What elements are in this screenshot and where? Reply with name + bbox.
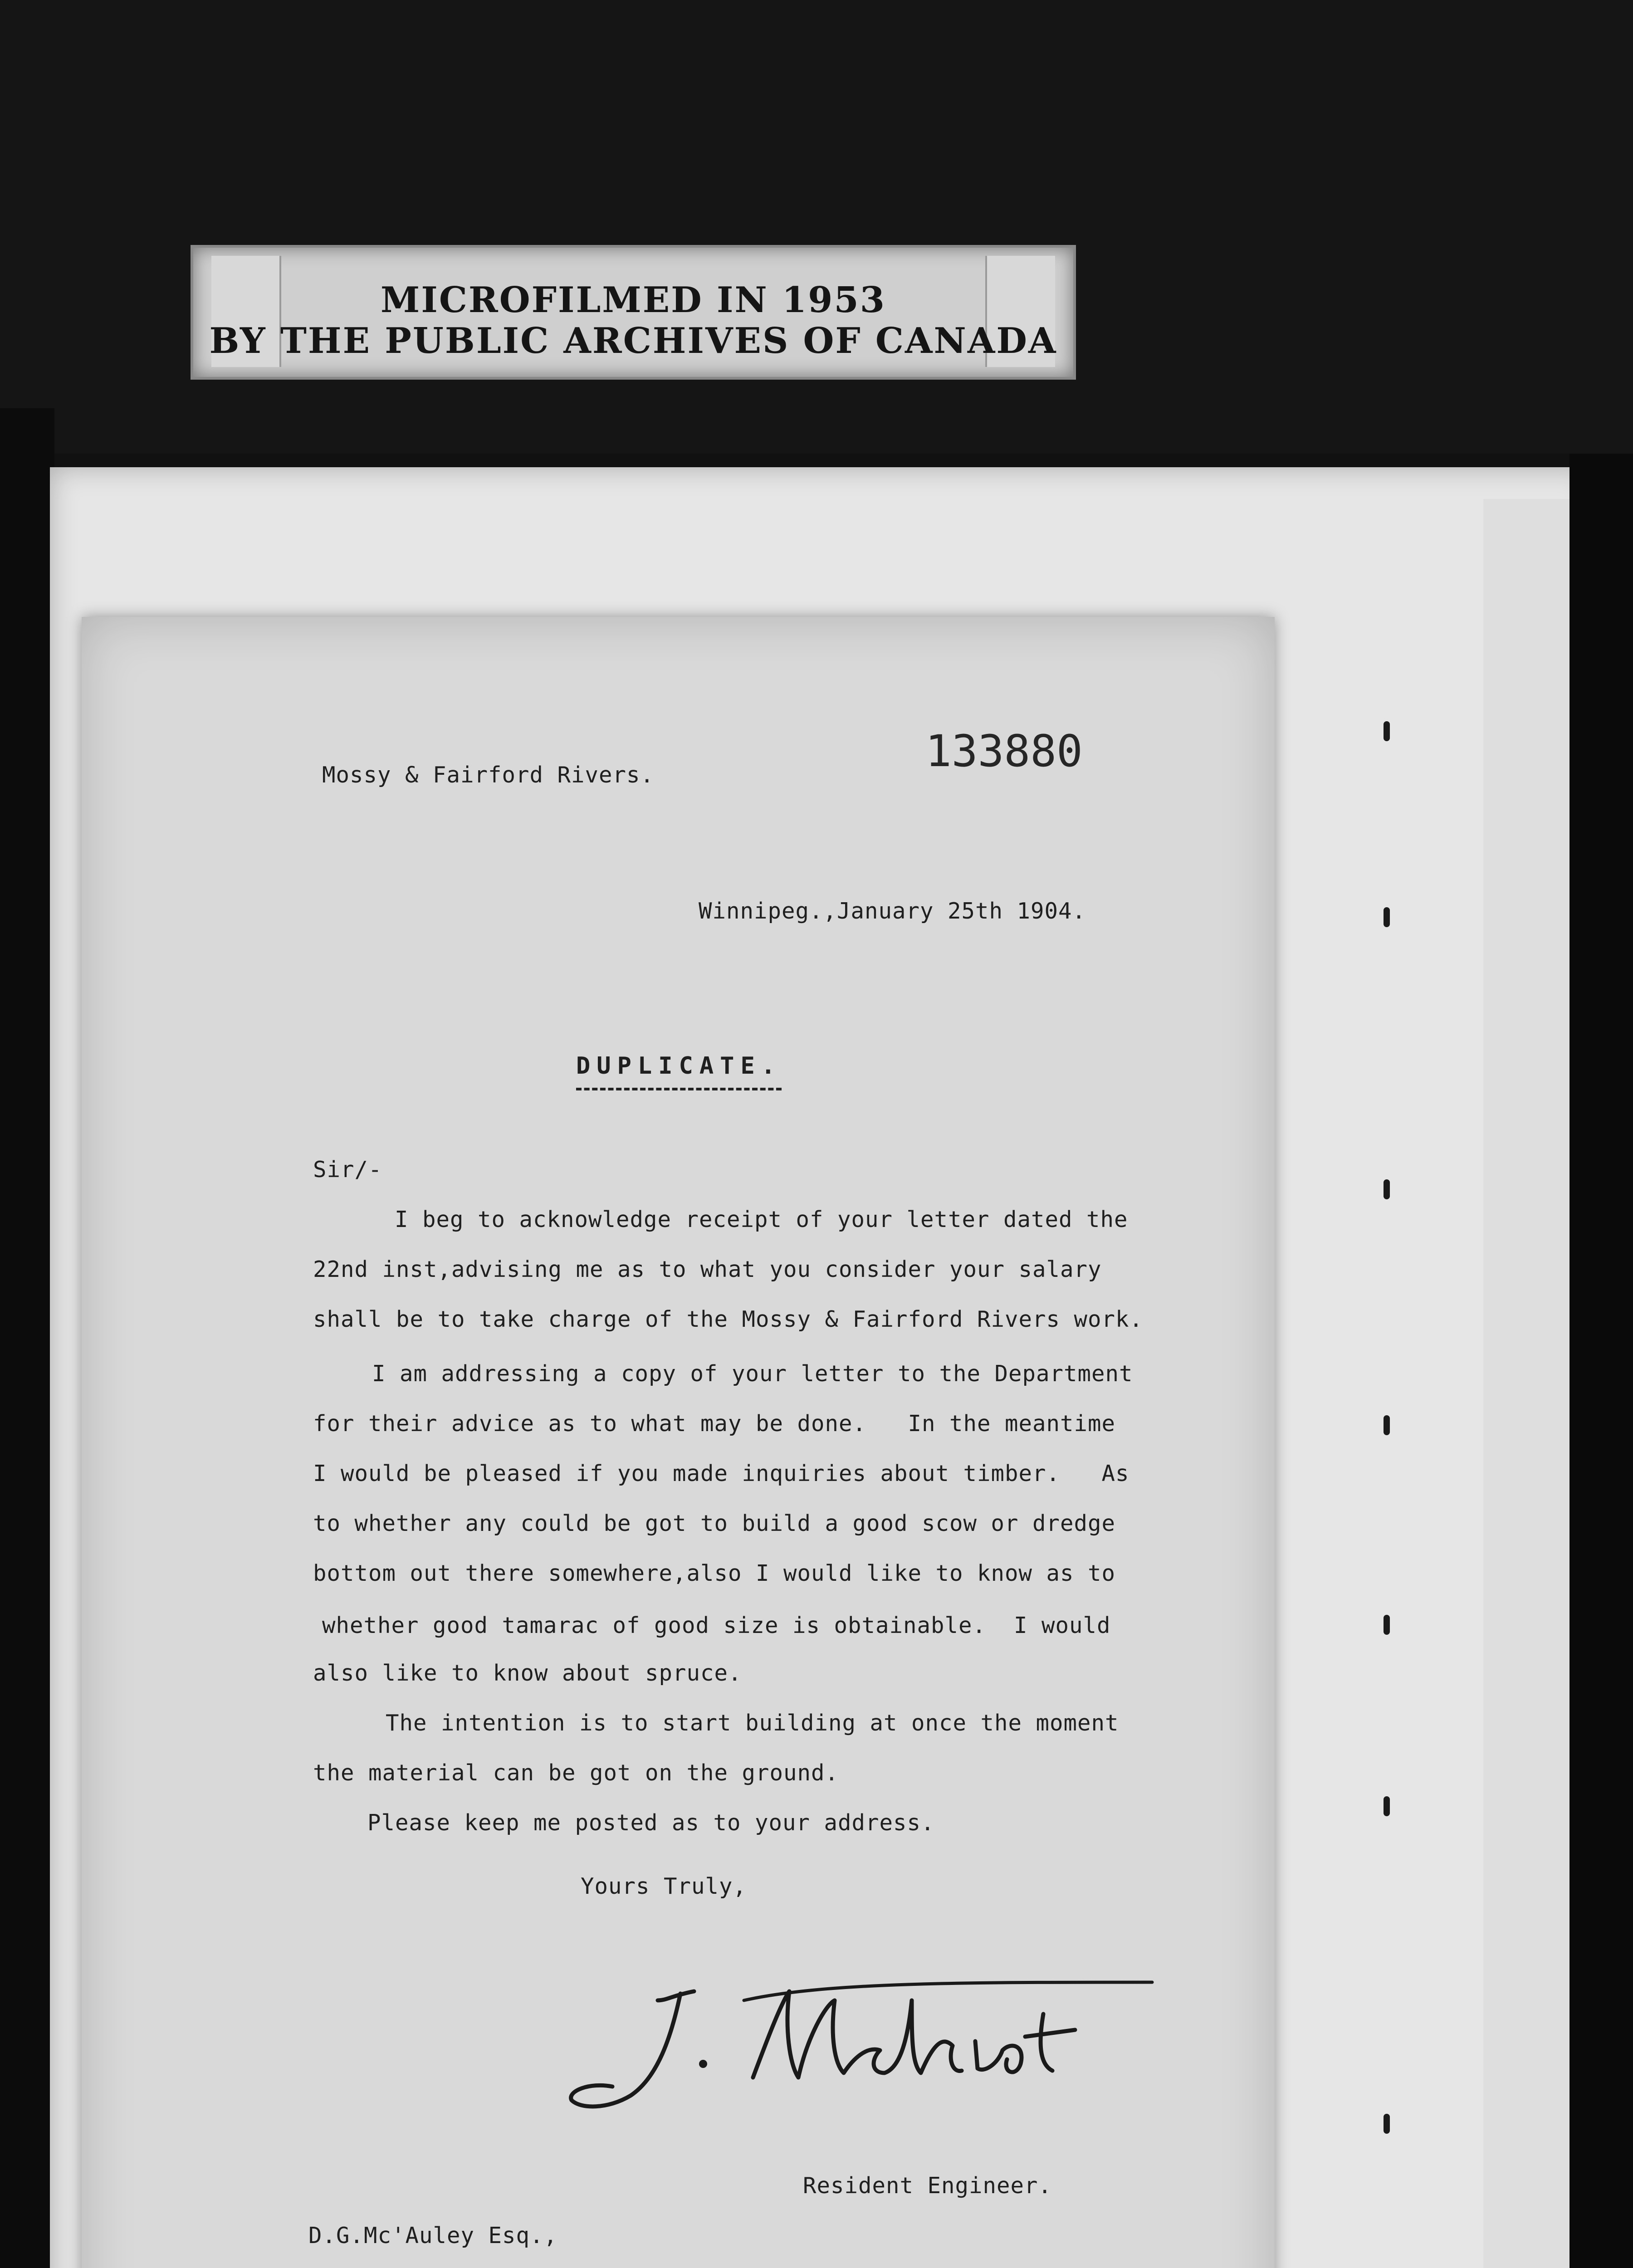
film-edge-left bbox=[0, 408, 54, 2268]
binding-mark bbox=[1384, 1796, 1390, 1816]
body-line: for their advice as to what may be done. In the meantime bbox=[313, 1411, 1116, 1437]
document-number: 133880 bbox=[925, 726, 1083, 777]
microfilm-label bbox=[191, 245, 1076, 380]
body-line: 22nd inst,advising me as to what you consider your salary bbox=[313, 1256, 1102, 1282]
film-frame-top bbox=[0, 0, 1633, 454]
binding-mark bbox=[1384, 1615, 1390, 1635]
body-line: Please keep me posted as to your address. bbox=[367, 1810, 935, 1836]
binding-mark bbox=[1384, 2114, 1390, 2134]
body-line: shall be to take charge of the Mossy & Fairford Rivers work. bbox=[313, 1306, 1144, 1332]
signer-title: Resident Engineer. bbox=[803, 2173, 1052, 2199]
body-line: I would be pleased if you made inquiries about timber. As bbox=[313, 1461, 1129, 1486]
binding-mark bbox=[1384, 907, 1390, 927]
body-line: I am addressing a copy of your letter to the Department bbox=[372, 1361, 1133, 1387]
body-line: to whether any could be got to build a good scow or dredge bbox=[313, 1510, 1116, 1536]
body-line: also like to know about spruce. bbox=[313, 1660, 742, 1686]
closing: Yours Truly, bbox=[581, 1873, 747, 1899]
handwritten-signature bbox=[553, 1973, 1170, 2123]
body-line: The intention is to start building at once the moment bbox=[386, 1710, 1119, 1736]
letter-subject: Mossy & Fairford Rivers. bbox=[322, 762, 655, 788]
microfilm-label-line2: BY THE PUBLIC ARCHIVES OF CANADA bbox=[209, 320, 1057, 362]
body-line: I beg to acknowledge receipt of your letter dated the bbox=[395, 1207, 1128, 1232]
microfilm-label-line1: MICROFILMED IN 1953 bbox=[381, 279, 886, 321]
binding-mark bbox=[1384, 1415, 1390, 1435]
body-line: the material can be got on the ground. bbox=[313, 1760, 839, 1786]
recipient-name: D.G.Mc'Auley Esq., bbox=[308, 2223, 558, 2248]
letter-page bbox=[82, 617, 1275, 2268]
salutation: Sir/- bbox=[313, 1157, 382, 1183]
body-line: whether good tamarac of good size is obtainable. I would bbox=[322, 1613, 1111, 1638]
binding-mark bbox=[1384, 721, 1390, 741]
letter-place-date: Winnipeg.,January 25th 1904. bbox=[699, 898, 1086, 924]
duplicate-heading: DUPLICATE. bbox=[576, 1052, 782, 1090]
film-edge-right bbox=[1569, 454, 1633, 2268]
body-line: bottom out there somewhere,also I would like to know as to bbox=[313, 1560, 1116, 1586]
binding-mark bbox=[1384, 1179, 1390, 1199]
